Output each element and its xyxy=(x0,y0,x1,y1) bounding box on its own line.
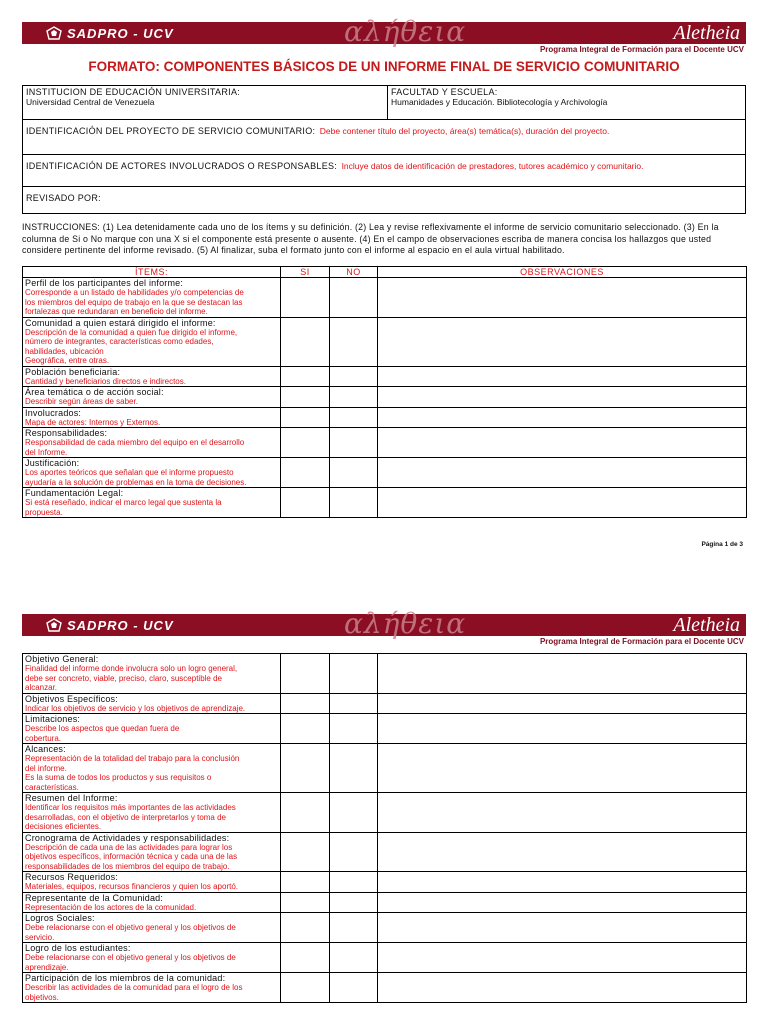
item-description-line: ayudaría a la solución de problemas en la toma de decisiones. xyxy=(25,477,247,487)
observaciones-cell[interactable] xyxy=(378,872,747,893)
item-description-line: Corresponde a un listado de habilidades y/o competencias de xyxy=(25,288,244,297)
no-cell[interactable] xyxy=(330,832,378,872)
si-cell[interactable] xyxy=(281,387,330,408)
header-si: SI xyxy=(281,267,330,278)
greek-watermark: αλήθεια xyxy=(344,607,467,640)
observaciones-cell[interactable] xyxy=(378,913,747,943)
header-banner xyxy=(22,607,746,640)
item-description-line: Mapa de actores: Internos y Externos. xyxy=(25,417,161,427)
header-items: ÍTEMS: xyxy=(23,267,281,278)
observaciones-cell[interactable] xyxy=(378,387,747,408)
item-name: Alcances: xyxy=(25,744,66,754)
si-cell[interactable] xyxy=(281,458,330,488)
item-row xyxy=(23,872,747,893)
item-description-line: responsabilidades de los miembros del equipo de trabajo. xyxy=(25,861,230,871)
no-cell[interactable] xyxy=(330,714,378,744)
item-name: Logro de los estudiantes: xyxy=(25,943,131,953)
item-description-line: Identificar los requisitos más importantes de las actividades xyxy=(25,803,236,812)
item-row xyxy=(23,892,747,913)
revisado-label: REVISADO POR: xyxy=(26,193,101,203)
item-description-line: objetivos específicos, información técnica y cada una de las xyxy=(25,852,238,861)
sadpro-emblem-icon xyxy=(46,618,62,632)
item-description-line: Representación de la totalidad del trabajo para la conclusión xyxy=(25,754,240,763)
no-cell[interactable] xyxy=(330,278,378,318)
item-row xyxy=(23,278,747,318)
item-description-line: Finalidad del informe donde involucra solo un logro general, xyxy=(25,664,238,673)
no-cell[interactable] xyxy=(330,317,378,366)
item-row xyxy=(23,744,747,793)
observaciones-cell[interactable] xyxy=(378,317,747,366)
item-cell xyxy=(23,943,281,973)
no-cell[interactable] xyxy=(330,913,378,943)
item-name: Participación de los miembros de la comunidad: xyxy=(25,973,226,983)
item-description-line: Descripción de cada una de las actividades para lograr los xyxy=(25,842,233,852)
item-name: Recursos Requeridos: xyxy=(25,872,119,882)
sadpro-logo xyxy=(46,25,174,41)
info-actores xyxy=(22,154,746,187)
observaciones-cell[interactable] xyxy=(378,488,747,518)
item-description-line: Los aportes teóricos que señalan que el informe propuesto xyxy=(25,468,234,477)
no-cell[interactable] xyxy=(330,793,378,833)
item-row xyxy=(23,973,747,1003)
item-row xyxy=(23,654,747,694)
si-cell[interactable] xyxy=(281,744,330,793)
item-description-line: decisiones eficientes. xyxy=(25,822,102,831)
observaciones-cell[interactable] xyxy=(378,714,747,744)
si-cell[interactable] xyxy=(281,693,330,714)
item-cell xyxy=(23,892,281,913)
institucion-label: INSTITUCION DE EDUCACIÓN UNIVERSITARIA: xyxy=(26,87,241,97)
si-cell[interactable] xyxy=(281,278,330,318)
program-subtitle: Programa Integral de Formación para el Docente UCV xyxy=(539,637,744,646)
info-proyecto xyxy=(22,119,746,155)
item-cell xyxy=(23,278,281,318)
no-cell[interactable] xyxy=(330,872,378,893)
no-cell[interactable] xyxy=(330,973,378,1003)
no-cell[interactable] xyxy=(330,744,378,793)
item-row xyxy=(23,693,747,714)
item-description-line: Describir las actividades de la comunidad para el logro de los xyxy=(25,983,243,992)
sadpro-logo xyxy=(46,617,174,633)
si-cell[interactable] xyxy=(281,872,330,893)
item-cell xyxy=(23,366,281,387)
observaciones-cell[interactable] xyxy=(378,428,747,458)
item-cell xyxy=(23,973,281,1003)
no-cell[interactable] xyxy=(330,407,378,428)
observaciones-cell[interactable] xyxy=(378,973,747,1003)
facultad-value: Humanidades y Educación. Bibliotecología y Archivología xyxy=(391,97,608,107)
item-cell xyxy=(23,714,281,744)
info-facultad xyxy=(387,85,746,120)
item-name: Justificación: xyxy=(25,458,80,468)
item-row xyxy=(23,943,747,973)
observaciones-cell[interactable] xyxy=(378,943,747,973)
item-description-line: debe ser concreto, viable, preciso, claro, susceptible de xyxy=(25,673,222,683)
item-cell xyxy=(23,407,281,428)
actores-label: IDENTIFICACIÓN DE ACTORES INVOLUCRADOS O RESPONSABLES: xyxy=(26,161,338,171)
si-cell[interactable] xyxy=(281,973,330,1003)
si-cell[interactable] xyxy=(281,714,330,744)
info-institucion xyxy=(22,85,388,120)
institucion-value: Universidad Central de Venezuela xyxy=(26,97,155,107)
proyecto-label: IDENTIFICACIÓN DEL PROYECTO DE SERVICIO COMUNITARIO: xyxy=(26,126,316,136)
no-cell[interactable] xyxy=(330,488,378,518)
item-description-line: Es la suma de todos los productos y sus requisitos o xyxy=(25,773,212,782)
item-row xyxy=(23,366,747,387)
item-description-line: Geográfica, entre otras. xyxy=(25,356,110,365)
item-description-line: del informe. xyxy=(25,763,67,773)
item-cell xyxy=(23,317,281,366)
no-cell[interactable] xyxy=(330,693,378,714)
item-name: Responsabilidades: xyxy=(25,428,108,438)
item-name: Limitaciones: xyxy=(25,714,81,724)
brand-name: Aletheia xyxy=(673,614,740,636)
logo-text: SADPRO - UCV xyxy=(67,617,174,633)
no-cell[interactable] xyxy=(330,654,378,694)
item-cell xyxy=(23,488,281,518)
item-description-line: Descripción de la comunidad a quien fue dirigido el informe, xyxy=(25,327,238,337)
item-description-line: objetivos. xyxy=(25,992,59,1002)
item-description-line: Representación de los actores de la comunidad. xyxy=(25,902,197,912)
item-name: Área temática o de acción social: xyxy=(25,387,164,397)
observaciones-cell[interactable] xyxy=(378,278,747,318)
item-description-line: propuesta. xyxy=(25,507,63,517)
no-cell[interactable] xyxy=(330,458,378,488)
observaciones-cell[interactable] xyxy=(378,793,747,833)
item-row xyxy=(23,488,747,518)
item-cell xyxy=(23,832,281,872)
item-description-line: fortalezas que redundaran en beneficio del informe. xyxy=(25,307,208,316)
item-description-line: cobertura. xyxy=(25,733,62,743)
no-cell[interactable] xyxy=(330,366,378,387)
item-description-line: alcanzar. xyxy=(25,683,58,692)
item-description-line: habilidades, ubicación xyxy=(25,346,104,356)
observaciones-cell[interactable] xyxy=(378,832,747,872)
item-cell xyxy=(23,744,281,793)
observaciones-cell[interactable] xyxy=(378,654,747,694)
item-description-line: los miembros del equipo de trabajo en la que se destacan las xyxy=(25,297,243,307)
proyecto-hint: Debe contener título del proyecto, área(s) temática(s), duración del proyecto. xyxy=(319,126,610,136)
observaciones-cell[interactable] xyxy=(378,366,747,387)
item-description-line: aprendizaje. xyxy=(25,962,69,972)
page-2 xyxy=(0,596,768,1024)
item-name: Objetivo General: xyxy=(25,654,99,664)
item-cell xyxy=(23,693,281,714)
item-row xyxy=(23,407,747,428)
facultad-label: FACULTAD Y ESCUELA: xyxy=(391,87,498,97)
item-description-line: servicio. xyxy=(25,932,55,942)
item-row xyxy=(23,428,747,458)
item-name: Representante de la Comunidad: xyxy=(25,892,164,903)
item-cell xyxy=(23,872,281,893)
item-description-line: Debe relacionarse con el objetivo general y los objetivos de xyxy=(25,953,236,962)
si-cell[interactable] xyxy=(281,913,330,943)
item-description-line: Cantidad y beneficiarios directos e indirectos. xyxy=(25,376,186,386)
item-name: Población beneficiaria: xyxy=(25,366,121,377)
item-description-line: Describir según áreas de saber. xyxy=(25,397,138,406)
info-revisado xyxy=(22,186,746,214)
item-name: Cronograma de Actividades y responsabilidades: xyxy=(25,832,230,843)
actores-hint: Incluye datos de identificación de prestadores, tutores académico y comunitario. xyxy=(341,161,644,171)
item-name: Involucrados: xyxy=(25,407,82,418)
items-table-page-2 xyxy=(22,653,747,1003)
item-description-line: Si está reseñado, indicar el marco legal que sustenta la xyxy=(25,498,222,507)
no-cell[interactable] xyxy=(330,943,378,973)
observaciones-cell[interactable] xyxy=(378,744,747,793)
item-description-line: Responsabilidad de cada miembro del equipo en el desarrollo xyxy=(25,438,245,447)
item-name: Comunidad a quien estará dirigido el informe: xyxy=(25,317,216,328)
si-cell[interactable] xyxy=(281,793,330,833)
item-row xyxy=(23,317,747,366)
items-table-page-1 xyxy=(22,266,747,518)
item-name: Objetivos Específicos: xyxy=(25,693,118,704)
sadpro-emblem-icon xyxy=(46,26,62,40)
program-subtitle: Programa Integral de Formación para el Docente UCV xyxy=(539,45,744,54)
header-observaciones: OBSERVACIONES xyxy=(378,267,747,278)
observaciones-cell[interactable] xyxy=(378,693,747,714)
si-cell[interactable] xyxy=(281,366,330,387)
item-name: Fundamentación Legal: xyxy=(25,488,124,498)
item-cell xyxy=(23,458,281,488)
logo-text: SADPRO - UCV xyxy=(67,25,174,41)
observaciones-cell[interactable] xyxy=(378,458,747,488)
si-cell[interactable] xyxy=(281,407,330,428)
item-row xyxy=(23,793,747,833)
item-description-line: Materiales, equipos, recursos financieros y quien los aportó. xyxy=(25,882,238,891)
item-name: Logros Sociales: xyxy=(25,913,95,923)
si-cell[interactable] xyxy=(281,488,330,518)
observaciones-cell[interactable] xyxy=(378,407,747,428)
instructions-text: INSTRUCCIONES: (1) Lea detenidamente cada uno de los ítems y su definición. (2) Lea y revise reflexivamente el informe de servicio comunitario seleccionado. (3) En la columna de Si o No marque con una X si el componente está presente o ausente. (4) En el campo de observaciones escriba de manera concisa los hallazgos que usted considere pertinente del informe revisado. (5) Al finalizar, suba el formato junto con el informe al espacio en el aula virtual habilitado. xyxy=(22,222,719,255)
item-description-line: desarrolladas, con el objetivo de interpretarlos y toma de xyxy=(25,812,226,822)
item-cell xyxy=(23,428,281,458)
si-cell[interactable] xyxy=(281,428,330,458)
page-title: FORMATO: COMPONENTES BÁSICOS DE UN INFORME FINAL DE SERVICIO COMUNITARIO xyxy=(88,59,680,74)
item-description-line: Debe relacionarse con el objetivo general y los objetivos de xyxy=(25,923,236,932)
no-cell[interactable] xyxy=(330,892,378,913)
item-description-line: número de integrantes, características como edades, xyxy=(25,337,214,346)
item-row xyxy=(23,913,747,943)
item-name: Perfil de los participantes del informe: xyxy=(25,278,184,288)
item-description-line: características. xyxy=(25,782,79,792)
item-description-line: Describe los aspectos que quedan fuera de xyxy=(25,724,180,733)
item-row xyxy=(23,832,747,872)
header-no: NO xyxy=(330,267,378,278)
si-cell[interactable] xyxy=(281,317,330,366)
header-banner xyxy=(22,15,746,48)
item-cell xyxy=(23,387,281,408)
page-number: Página 1 de 3 xyxy=(701,541,743,548)
item-row xyxy=(23,714,747,744)
si-cell[interactable] xyxy=(281,943,330,973)
item-row xyxy=(23,387,747,408)
item-cell xyxy=(23,913,281,943)
si-cell[interactable] xyxy=(281,892,330,913)
item-description-line: Indicar los objetivos de servicio y los objetivos de aprendizaje. xyxy=(25,703,246,713)
si-cell[interactable] xyxy=(281,654,330,694)
si-cell[interactable] xyxy=(281,832,330,872)
no-cell[interactable] xyxy=(330,428,378,458)
observaciones-cell[interactable] xyxy=(378,892,747,913)
brand-name: Aletheia xyxy=(673,22,740,44)
no-cell[interactable] xyxy=(330,387,378,408)
item-name: Resumen del Informe: xyxy=(25,793,118,803)
greek-watermark: αλήθεια xyxy=(344,15,467,48)
item-cell xyxy=(23,654,281,694)
item-cell xyxy=(23,793,281,833)
item-description-line: del Informe. xyxy=(25,447,68,457)
item-row xyxy=(23,458,747,488)
